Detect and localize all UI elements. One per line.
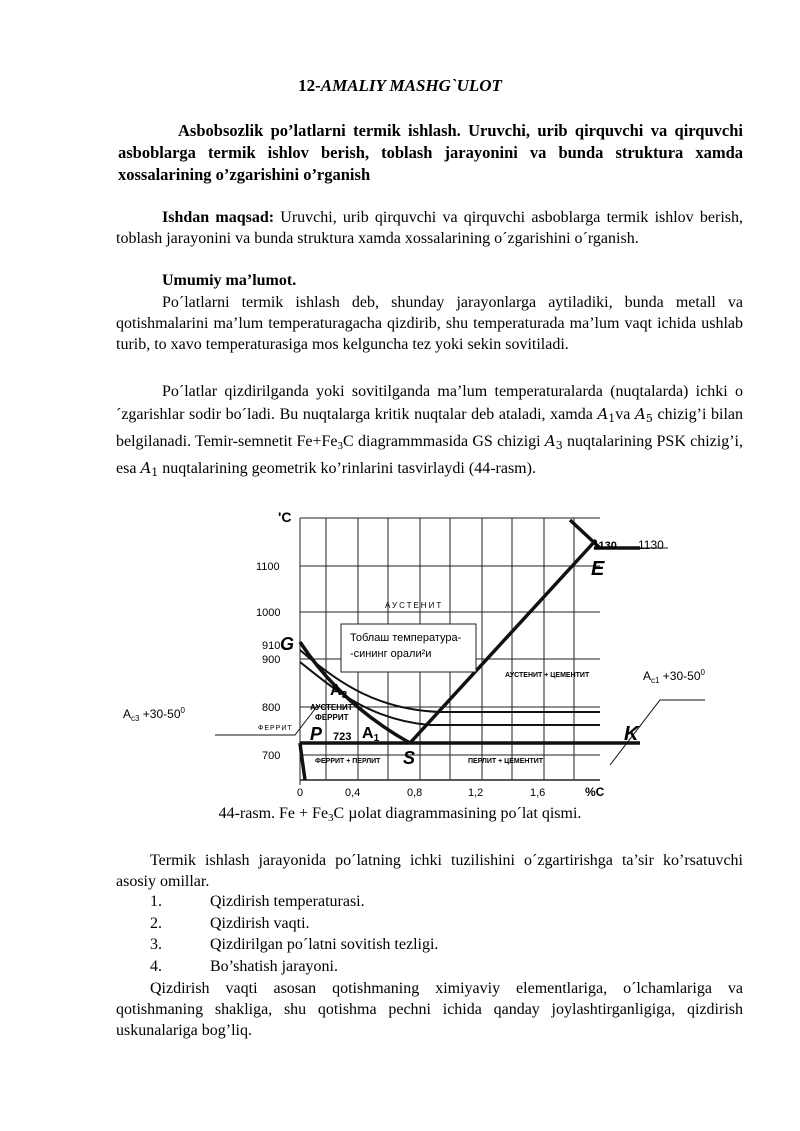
point-a3-sub: 3 [341, 690, 348, 701]
list-item-number: 2. [150, 914, 162, 932]
symbol-a1b-sub: 1 [151, 466, 159, 479]
label-723: 723 [333, 731, 352, 743]
point-a1-sub: 1 [373, 733, 380, 744]
symbol-a1-letter: A [597, 405, 609, 423]
y-tick-1000: 1000 [256, 607, 281, 619]
symbol-a1-sub: 1 [608, 412, 616, 425]
list-item [150, 891, 438, 913]
ac3-letter: A [123, 707, 132, 721]
point-e: E [591, 558, 605, 580]
box-line-2: -сининг орали²и [350, 648, 432, 660]
region-aust-ferrite-1: АУСТЕНИТ [310, 703, 353, 712]
p2-text-3: chizig’i bilan belgilanadi. Temir-semnetit Fe+Fe [116, 406, 744, 450]
list-item-text: Qizdirish temperaturasi. [210, 893, 365, 910]
caption-text-1: 44-rasm. Fe + Fe [218, 805, 329, 822]
p2-text-2: va [615, 406, 636, 423]
y-tick-700: 700 [262, 750, 281, 762]
y-tick-910: 910 [262, 640, 281, 652]
region-aust-ferrite-2: ФЕРРИТ [315, 713, 349, 722]
point-p: P [310, 724, 323, 744]
list-item-text: Qizdirilgan po´latni sovitish tezligi. [210, 936, 439, 953]
page-title [0, 76, 800, 96]
caption-sub: 3 [328, 812, 334, 824]
symbol-a5 [635, 405, 653, 423]
region-ferrite: ФЕРРИТ [258, 725, 293, 732]
ac1-letter: A [643, 669, 652, 683]
goal-paragraph [116, 207, 743, 249]
list-item-number: 3. [150, 936, 162, 953]
region-ferrite-perlite: ФЕРРИТ + ПЕРЛИТ [315, 758, 381, 765]
x-tick-0: 0 [297, 787, 304, 799]
ac3-annotation [123, 706, 186, 723]
label-1130-small: 1130 [593, 540, 617, 552]
ac3-rest: +30-50 [139, 707, 181, 721]
fe3-sub: 3 [337, 440, 344, 452]
title-number: 12- [298, 76, 321, 95]
list-item-text: Qizdirish vaqti. [210, 914, 310, 932]
region-aust-cementite: АУСТЕНИТ + ЦЕМЕНТИТ [505, 672, 590, 679]
ferrite-line [300, 743, 305, 780]
point-s: S [403, 748, 416, 768]
list-item-text: Bo’shatish jarayoni. [210, 957, 338, 975]
y-unit-label: 'C [278, 509, 292, 525]
goal-label: Ishdan maqsad: [162, 209, 275, 226]
x-tick-1-2: 1,2 [468, 787, 484, 799]
symbol-a3-sub: 3 [555, 439, 563, 452]
ac3-sup: 0 [180, 706, 185, 715]
factor-list [150, 891, 438, 977]
point-k: K [624, 723, 639, 745]
p2-text-6: nuqtalarining geometrik ko’rinlarini tasvirlaydi (44-rasm). [158, 460, 536, 477]
paragraph-3: Termik ishlash jarayonida po´latning ichki tuzilishini o´zgartirishga ta’sir ko’rsatuvchi asosiy omillar. [116, 852, 743, 890]
list-item [150, 934, 438, 956]
y-tick-900: 900 [262, 654, 281, 666]
symbol-a1 [597, 405, 615, 423]
label-1130: 1130 [638, 538, 664, 552]
box-line-1: Тоблаш температура- [350, 632, 462, 644]
region-austenite: АУСТЕНИТ [385, 601, 444, 610]
region-perlite-cementite: ПЕРЛИТ + ЦЕМЕНТИТ [468, 758, 544, 765]
ac3-sub: c3 [131, 714, 140, 723]
caption-text-2: C µolat diagrammasining po´lat qismi. [333, 805, 582, 822]
y-tick-800: 800 [262, 702, 281, 714]
symbol-a5-letter: A [635, 405, 646, 423]
list-item [150, 913, 438, 935]
p2-text-1: Po´latlar qizdirilganda yoki sovitilganda ma’lum temperaturalarda (nuqtalarda) ichki o´zgarishlar sodir bo´ladi. Bu nuqtalarga kritik nuqtalar deb ataladi, xamda [116, 383, 743, 423]
point-g: G [280, 634, 295, 654]
symbol-a1b [140, 459, 158, 477]
ac1-sub: c1 [651, 676, 660, 685]
symbol-a5-sub: 5 [645, 412, 653, 425]
general-heading: Umumiy ma’lumot. [162, 272, 297, 289]
y-tick-1100: 1100 [256, 561, 280, 573]
x-tick-0-8: 0,8 [407, 787, 423, 799]
goal-text: Uruvchi, urib qirquvchi va qirquvchi asboblarga termik ishlov berish, toblash jarayonini va bunda struktura xamda xossalarining o´zgarishini o´rganish. [116, 209, 744, 247]
point-a1-letter: A [362, 725, 374, 742]
paragraph-2 [116, 381, 743, 484]
subtitle: Asbobsozlik po’latlarni termik ishlash. Uruvchi, urib qirquvchi va qirquvchi asboblarga termik ishlov berish, toblash jarayonini va bunda struktura xamda xossalarining o’zgarishini o’rganish [118, 121, 743, 184]
symbol-a3-letter: A [544, 432, 556, 450]
point-a3-letter: A [330, 682, 342, 699]
ac1-annotation [643, 668, 706, 685]
list-item-number: 4. [150, 957, 162, 975]
ac1-rest: +30-50 [659, 669, 701, 683]
title-text: AMALIY MASHG`ULOT [320, 76, 502, 95]
paragraph-4: Qizdirish vaqti asosan qotishmaning ximiyaviy elementlariga, o´lchamlariga va qotishmaning shakliga, shu qotishma pechni ichida qanday joylashtirganligiga, qizdirish uskunalariga bog’liq. [116, 980, 743, 1039]
list-item [150, 956, 438, 978]
x-unit-label: %C [585, 785, 605, 799]
symbol-a3 [545, 432, 563, 450]
figure-caption [0, 805, 800, 824]
x-tick-1-6: 1,6 [530, 787, 546, 799]
x-tick-0-4: 0,4 [345, 787, 361, 799]
paragraph-1: Po´latlarni termik ishlash deb, shunday jarayonlarga aytiladiki, bunda metall va qotishmalarini ma’lum temperaturagacha qizdirib, shu temperaturada ma’lum vaqt ichida ushlab turib, to xavo temperaturasiga mos kelguncha tez yoki sekin sovitiladi. [116, 294, 743, 353]
ac1-sup: 0 [700, 668, 705, 677]
symbol-a1b-letter: A [140, 459, 152, 477]
point-a1 [362, 725, 380, 744]
p2-text-4: C diagrammmasida GS chizigi [343, 433, 545, 450]
p2-text-5: nuqtalarining PSK chizig’i, esa [116, 433, 743, 477]
fe-fe3c-diagram [0, 500, 800, 800]
list-item-number: 1. [150, 893, 162, 910]
